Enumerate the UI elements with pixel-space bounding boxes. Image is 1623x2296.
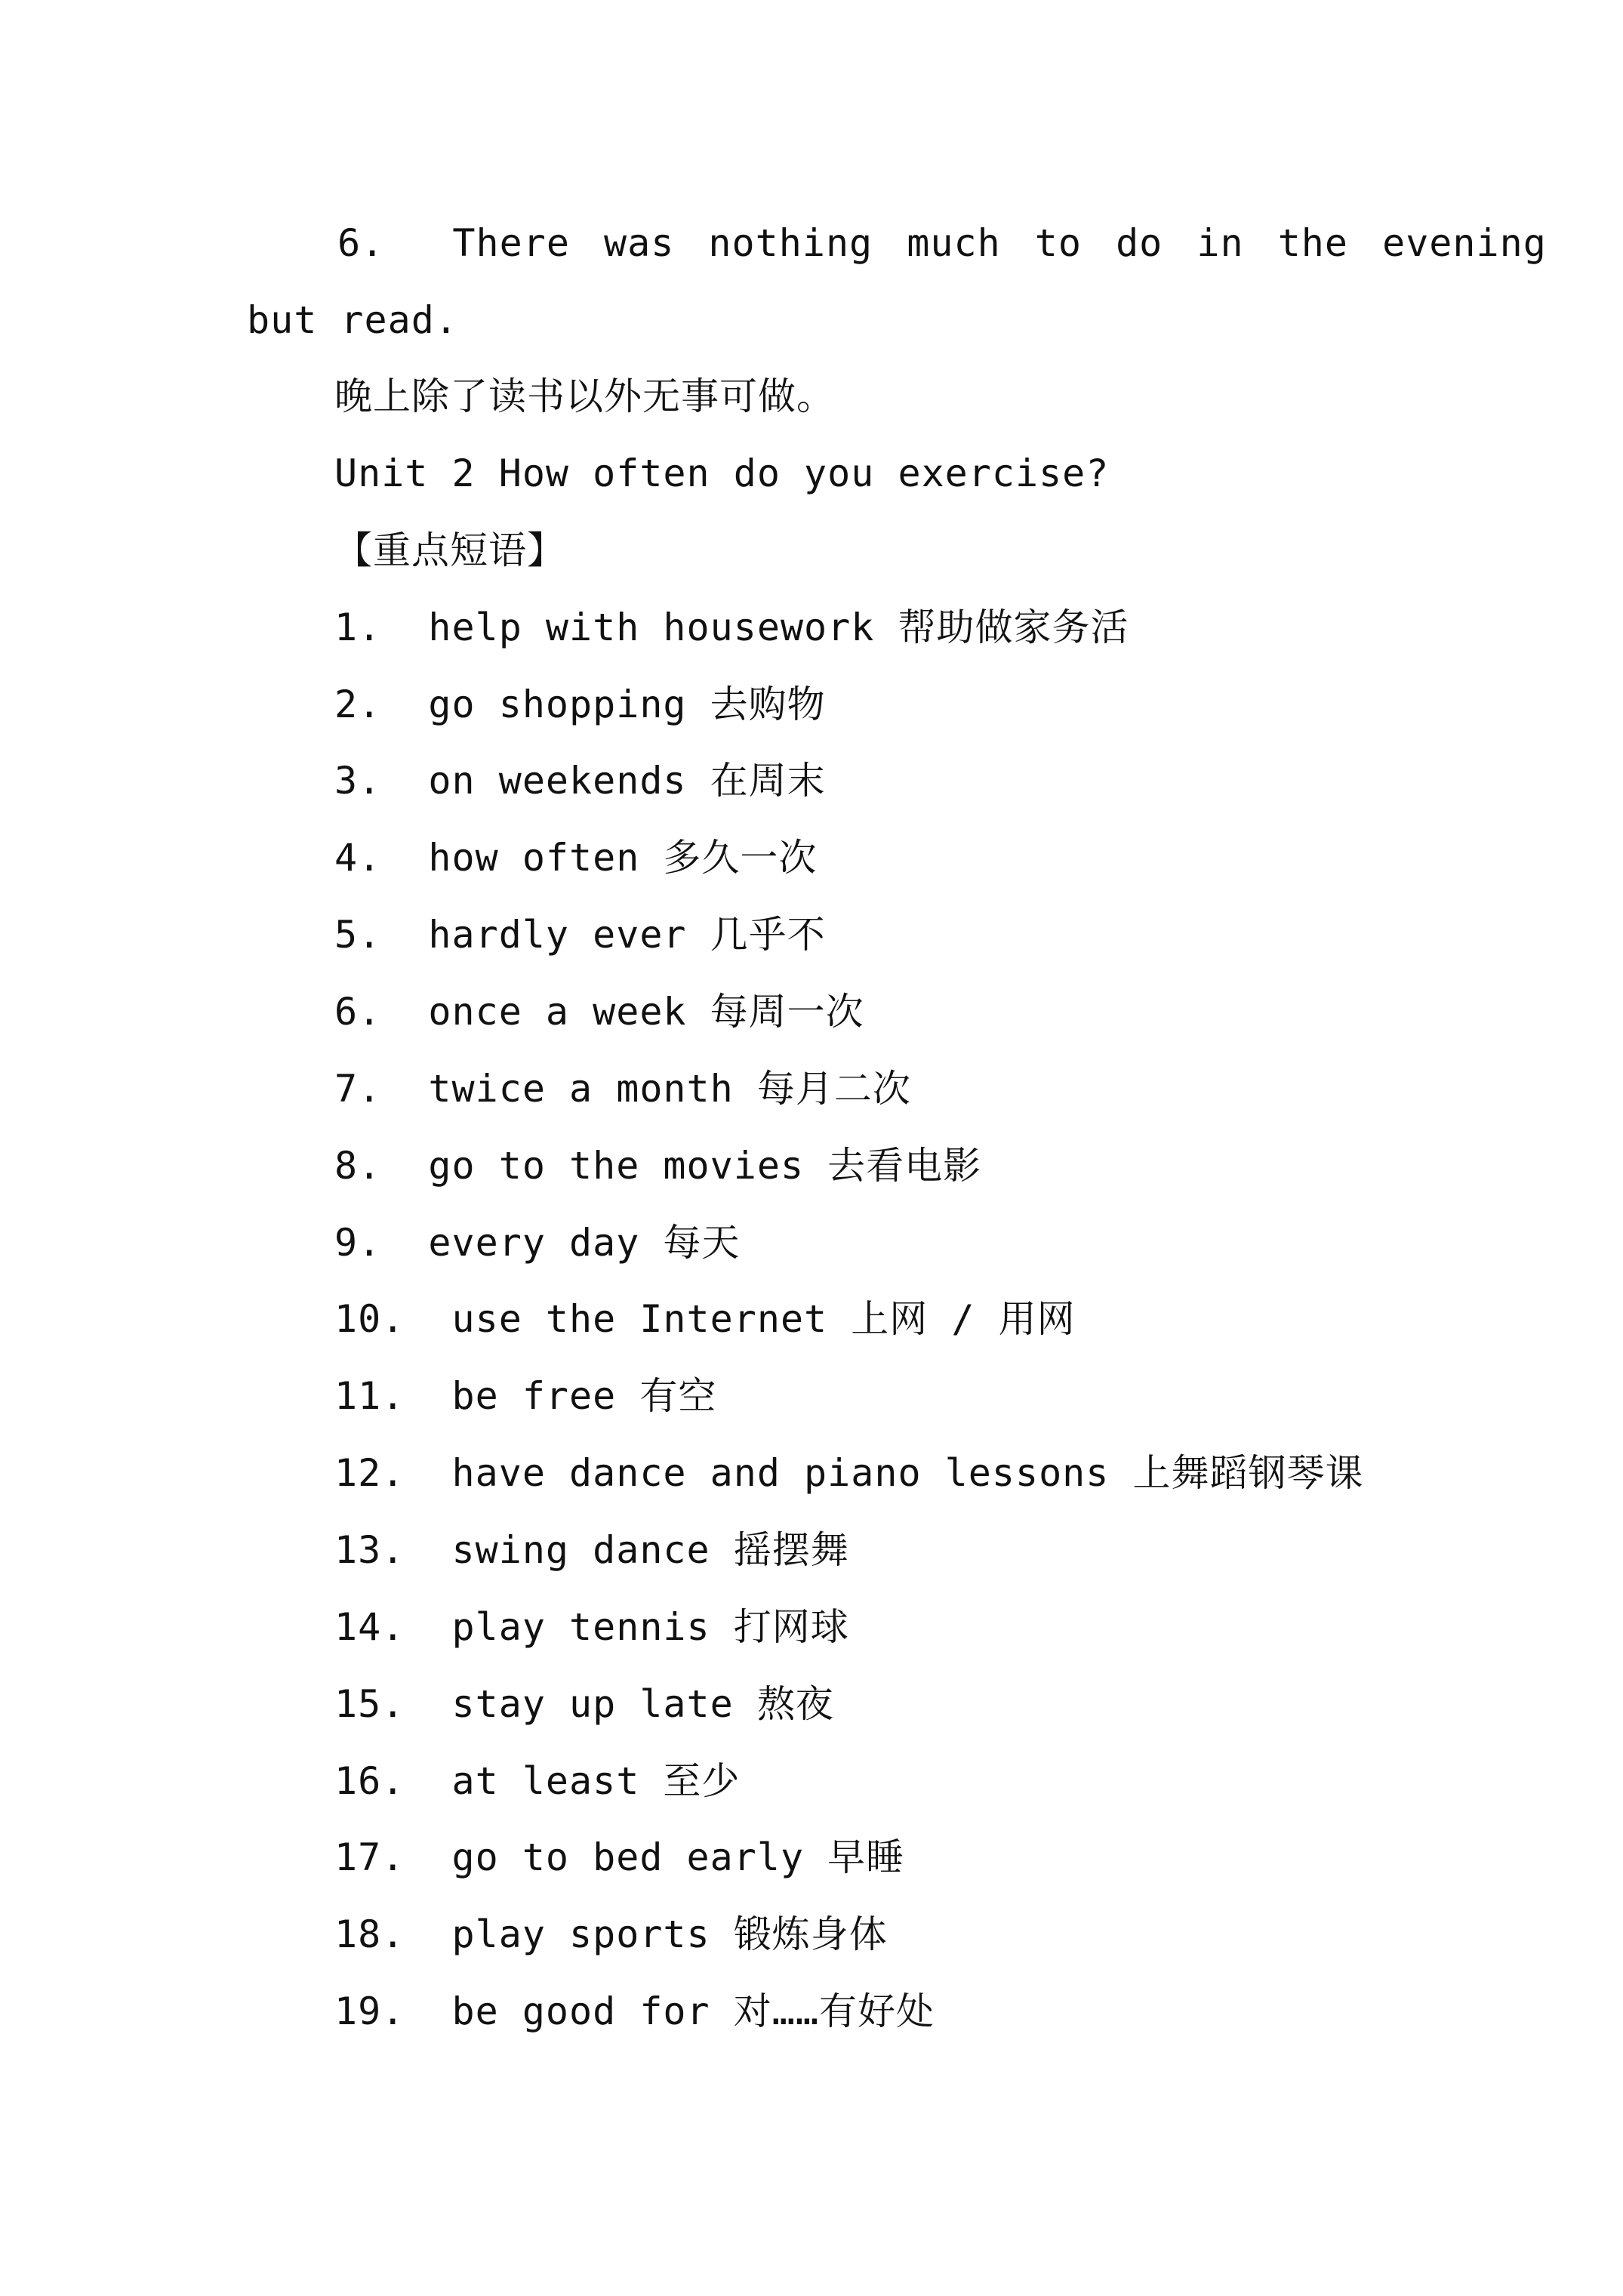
phrase-item: 7. twice a month 每月二次 [334,1067,911,1111]
sentence-6-line-2: but read. [247,298,458,342]
phrase-item: 9. every day 每天 [334,1221,741,1265]
sentence-6-translation: 晚上除了读书以外无事可做。 [334,374,835,418]
phrase-item: 8. go to the movies 去看电影 [334,1144,982,1188]
phrase-item: 3. on weekends 在周末 [334,759,826,803]
phrase-item: 12. have dance and piano lessons 上舞蹈钢琴课 [334,1451,1364,1495]
phrase-item: 6. once a week 每周一次 [334,990,864,1034]
phrase-item: 17. go to bed early 早睡 [334,1835,905,1879]
phrase-item: 10. use the Internet 上网 / 用网 [334,1297,1076,1341]
phrase-item: 15. stay up late 熬夜 [334,1682,834,1726]
phrase-item: 2. go shopping 去购物 [334,683,826,726]
phrase-item: 14. play tennis 打网球 [334,1605,849,1649]
phrase-item: 13. swing dance 摇摆舞 [334,1528,849,1572]
phrase-item: 1. help with housework 帮助做家务活 [334,606,1129,649]
unit-title: Unit 2 How often do you exercise? [334,451,1110,495]
phrase-item: 5. hardly ever 几乎不 [334,913,826,957]
phrase-item: 16. at least 至少 [334,1759,741,1803]
phrase-item: 19. be good for 对……有好处 [334,1989,935,2033]
phrase-item: 11. be free 有空 [334,1374,717,1418]
phrase-item: 18. play sports 锻炼身体 [334,1912,888,1956]
phrase-item: 4. how often 多久一次 [334,836,818,880]
section-heading: 【重点短语】 [334,529,565,572]
sentence-6-line-1: 6. There was nothing much to do in the evening [337,221,1547,265]
